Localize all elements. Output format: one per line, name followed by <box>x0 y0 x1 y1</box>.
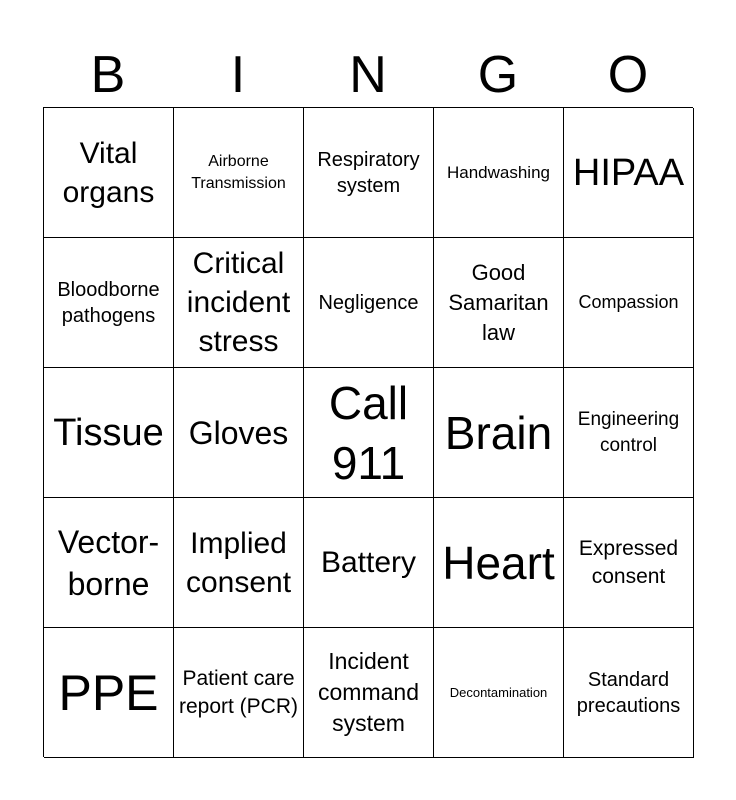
bingo-cell[interactable] <box>434 108 564 238</box>
bingo-board <box>43 107 693 757</box>
bingo-cell[interactable] <box>304 628 434 758</box>
bingo-cell[interactable] <box>44 238 174 368</box>
bingo-cell[interactable] <box>44 108 174 238</box>
cell-text: PPE <box>58 664 159 721</box>
cell-text: Vector-borne <box>57 523 160 602</box>
bingo-cell[interactable] <box>564 238 694 368</box>
bingo-cell[interactable] <box>174 628 304 758</box>
header-letter-b: B <box>90 46 126 104</box>
cell-text: Heart <box>442 536 555 589</box>
bingo-cell[interactable] <box>44 368 174 498</box>
cell-text: Vital organs <box>62 136 155 209</box>
header-letter-n: N <box>349 46 387 104</box>
bingo-cell[interactable] <box>174 108 304 238</box>
cell-text: Airborne Transmission <box>191 152 286 192</box>
header-letter-i: I <box>230 46 246 104</box>
cell-text: Good Samaritan law <box>448 259 549 345</box>
cell-text: Engineering control <box>577 408 680 456</box>
bingo-cell[interactable] <box>304 238 434 368</box>
cell-text: Tissue <box>53 411 164 454</box>
bingo-cell[interactable] <box>174 238 304 368</box>
cell-text: Critical incident stress <box>186 247 291 358</box>
cell-text: Battery <box>320 546 417 579</box>
bingo-cell[interactable] <box>434 498 564 628</box>
bingo-header <box>43 42 693 108</box>
header-letter-g: G <box>477 46 519 104</box>
cell-text: Standard precautions <box>576 668 681 717</box>
bingo-cell[interactable] <box>304 108 434 238</box>
cell-text: Call 911 <box>328 376 409 489</box>
cell-text: Negligence <box>318 291 419 314</box>
bingo-cell[interactable] <box>174 368 304 498</box>
bingo-cell[interactable] <box>44 498 174 628</box>
bingo-cell[interactable] <box>564 628 694 758</box>
bingo-cell[interactable] <box>434 238 564 368</box>
bingo-cell[interactable] <box>564 498 694 628</box>
cell-text: Bloodborne pathogens <box>57 278 160 327</box>
cell-text: Implied consent <box>185 526 292 599</box>
cell-text: Expressed consent <box>578 536 679 588</box>
bingo-cell[interactable] <box>434 628 564 758</box>
bingo-cell[interactable] <box>564 368 694 498</box>
cell-text: HIPAA <box>572 151 685 194</box>
cell-text: Respiratory system <box>317 148 420 197</box>
bingo-cell[interactable] <box>174 498 304 628</box>
cell-text: Patient care report (PCR) <box>178 666 299 718</box>
bingo-cell[interactable] <box>564 108 694 238</box>
bingo-cell[interactable] <box>304 368 434 498</box>
cell-text: Handwashing <box>446 163 550 182</box>
bingo-cell[interactable] <box>304 498 434 628</box>
cell-text: Brain <box>444 406 553 459</box>
bingo-cell[interactable] <box>434 368 564 498</box>
cell-text: Compassion <box>578 292 679 312</box>
header-letter-o: O <box>607 46 649 104</box>
cell-text: Gloves <box>188 414 289 451</box>
cell-text: Incident command system <box>318 648 419 736</box>
cell-text: Decontamination <box>449 684 548 700</box>
bingo-cell[interactable] <box>44 628 174 758</box>
